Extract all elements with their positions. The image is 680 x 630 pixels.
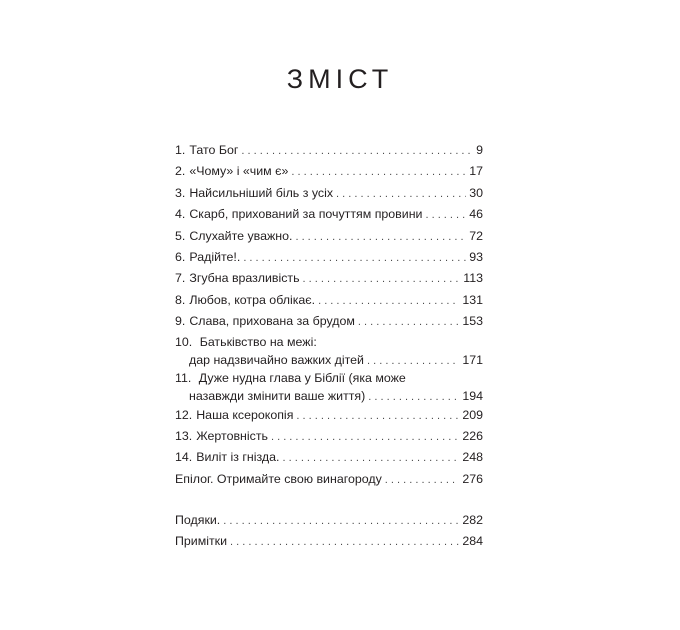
toc-entry-13[interactable]	[175, 426, 483, 447]
entry-page: 93	[469, 249, 483, 264]
toc-entry-acknowledgements[interactable]	[175, 510, 483, 531]
entry-page: 9	[476, 143, 483, 157]
entry-title: Найсильніший біль з усіх	[189, 185, 334, 200]
toc-entry-11[interactable]	[175, 369, 483, 405]
entry-title: Подяки.	[175, 513, 221, 528]
entry-title: Скарб, прихований за почуттям провини	[189, 207, 423, 222]
toc-entry-1[interactable]	[175, 140, 483, 161]
dot-leader	[291, 162, 466, 183]
dot-leader	[368, 388, 459, 406]
entry-number: 11.	[175, 370, 192, 385]
entry-title: Згубна вразливість	[189, 271, 300, 286]
entry-title: Виліт із гнізда.	[196, 450, 280, 465]
toc-entry-10[interactable]	[175, 333, 483, 369]
entry-number: 4.	[175, 207, 186, 222]
toc-entry-5[interactable]	[175, 226, 483, 247]
entry-page: 276	[462, 471, 483, 486]
entry-title: Любов, котра облікає.	[189, 292, 316, 307]
entry-number: 3.	[175, 185, 186, 200]
entry-page: 131	[462, 292, 483, 307]
dot-leader	[358, 312, 459, 333]
dot-leader	[271, 427, 459, 448]
entry-page: 46	[469, 207, 483, 222]
toc-entry-7[interactable]	[175, 268, 483, 289]
entry-number: 5.	[175, 228, 186, 243]
entry-title-continued: назавжди змінити ваше життя)	[189, 388, 366, 403]
entry-title: Батьківство на межі:	[199, 334, 317, 349]
dot-leader	[296, 406, 459, 427]
entry-title: Наша ксерокопія	[196, 407, 294, 422]
entry-number: 8.	[175, 292, 186, 307]
entry-page: 113	[463, 271, 483, 286]
entry-number: 12.	[175, 407, 193, 422]
entry-number: 6.	[175, 249, 186, 264]
entry-number: 9.	[175, 314, 186, 329]
entry-number: 14.	[175, 450, 193, 465]
toc-entry-9[interactable]	[175, 311, 483, 332]
dot-leader	[336, 184, 466, 205]
dot-leader	[318, 291, 459, 312]
entry-page: 17	[469, 164, 483, 179]
entry-number: 7.	[175, 271, 186, 286]
entry-page: 72	[469, 228, 483, 243]
dot-leader	[241, 141, 473, 162]
toc-entry-notes[interactable]	[175, 531, 483, 552]
entry-number: 10.	[175, 334, 193, 349]
toc-entry-2[interactable]	[175, 161, 483, 182]
entry-page: 171	[462, 352, 483, 367]
entry-title: Слухайте уважно.	[189, 228, 293, 243]
dot-leader	[243, 248, 466, 269]
entry-title: Тато Бог	[189, 143, 239, 157]
toc-entry-4[interactable]	[175, 204, 483, 225]
entry-title: Радійте!.	[189, 249, 241, 264]
toc-entry-3[interactable]	[175, 183, 483, 204]
toc-entry-8[interactable]	[175, 290, 483, 311]
entry-title: Епілог. Отримайте свою винагороду	[175, 471, 382, 486]
dot-leader	[303, 269, 461, 290]
entry-page: 248	[462, 450, 483, 465]
dot-leader	[282, 448, 459, 469]
entry-title: Слава, прихована за брудом	[189, 314, 355, 329]
entry-title: Дуже нудна глава у Біблії (яка може	[198, 370, 406, 385]
page-title: ЗМІСТ	[286, 64, 394, 94]
entry-number: 13.	[175, 428, 193, 443]
dot-leader	[223, 511, 459, 532]
dot-leader	[425, 205, 466, 226]
dot-leader	[367, 352, 459, 370]
entry-title-continued: дар надзвичайно важких дітей	[189, 352, 364, 367]
entry-number: 1.	[175, 143, 186, 157]
entry-page: 30	[469, 185, 483, 200]
table-of-contents	[175, 140, 483, 553]
entry-page: 153	[462, 314, 483, 329]
toc-entry-6[interactable]	[175, 247, 483, 268]
entry-page: 209	[462, 407, 483, 422]
entry-page: 284	[462, 534, 483, 549]
entry-title: Примітки	[175, 534, 228, 549]
toc-entry-epilogue[interactable]	[175, 469, 483, 490]
entry-title: Жертовність	[196, 428, 268, 443]
entry-page: 194	[462, 388, 483, 403]
entry-page: 226	[462, 428, 483, 443]
toc-entry-12[interactable]	[175, 405, 483, 426]
entry-number: 2.	[175, 164, 186, 179]
dot-leader	[295, 227, 466, 248]
entry-page: 282	[462, 513, 483, 528]
dot-leader	[385, 470, 460, 491]
section-gap	[175, 490, 483, 510]
toc-entry-14[interactable]	[175, 447, 483, 468]
dot-leader	[230, 532, 459, 553]
entry-title: «Чому» і «чим є»	[189, 164, 289, 179]
